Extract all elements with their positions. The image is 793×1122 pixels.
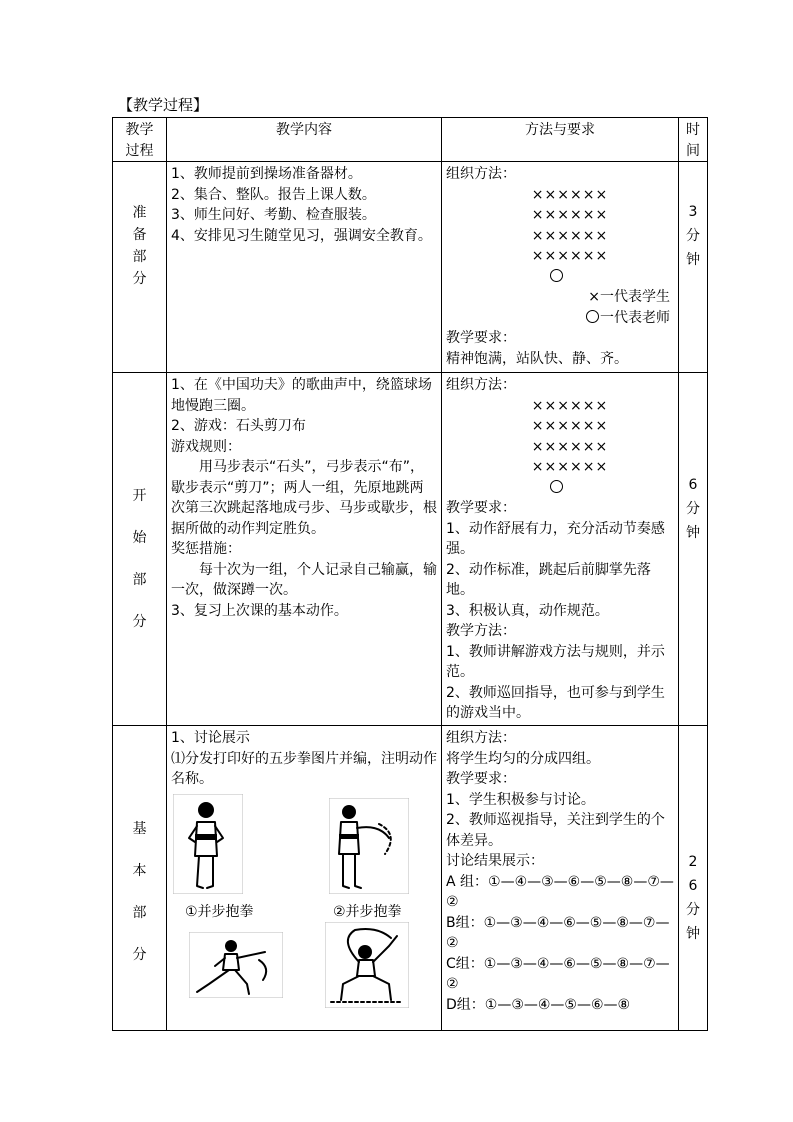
header-time: 时间 [679, 118, 708, 162]
teacher-circle-icon [550, 269, 563, 282]
formation-row: ×××××× [531, 227, 609, 244]
org-title: 组织方法： [446, 730, 516, 746]
legend-teacher: 一代表老师 [446, 308, 674, 329]
rules-title: 游戏规则： [171, 438, 241, 455]
content-item: 3、复习上次课的基本动作。 [171, 602, 348, 619]
method-start [442, 373, 679, 726]
figure-2-caption: ②并步抱拳 [333, 903, 402, 920]
teach-line: 2、教师巡回指导，也可参与到学生的游戏当中。 [446, 684, 665, 721]
req-line: 1、动作舒展有力，充分活动节奏感强。 [446, 520, 665, 557]
req-line: 2、教师巡视指导，关注到学生的个体差异。 [446, 812, 665, 849]
reward-text: 每十次为一组，个人记录自己输赢，输一次，做深蹲一次。 [171, 561, 437, 598]
result-line: B组：①—③—④—⑥—⑤—⑧—⑦—② [446, 914, 670, 951]
formation-row: ×××××× [531, 397, 609, 414]
formation-row: ×××××× [531, 186, 609, 203]
stage-preparation [113, 162, 167, 373]
figure-mabu-jiada [325, 922, 409, 1008]
result-line: C组：①—③—④—⑥—⑤—⑧—⑦—② [446, 955, 670, 992]
reward-title: 奖惩措施： [171, 541, 241, 557]
stage-basic [113, 726, 167, 1031]
row-basic [113, 726, 708, 1031]
time-preparation [679, 162, 708, 373]
legend-student: ×一代表学生 [588, 289, 670, 305]
stage-label: 开始部分 [132, 488, 147, 630]
header-process: 教学过程 [113, 118, 167, 162]
figure-1-caption: ①并步抱拳 [185, 903, 254, 920]
figure-bingbu-baoquan-2 [329, 798, 409, 894]
formation-row: ×××××× [531, 248, 609, 264]
req-title: 教学要求： [446, 771, 516, 787]
content-preparation [167, 162, 442, 373]
content-line: 4、安排见习生随堂见习，强调安全教育。 [171, 227, 432, 244]
five-step-fist-figures [171, 790, 437, 1030]
content-item: 1、在《中国功夫》的歌曲声中，绕篮球场地慢跑三圈。 [171, 377, 432, 414]
method-basic [442, 726, 679, 1031]
page-heading: 【教学过程】 [118, 96, 209, 114]
org-title: 组织方法： [446, 166, 516, 182]
org-line: 将学生均匀的分成四组。 [446, 750, 600, 767]
stage-label: 基本部分 [132, 821, 147, 963]
result-title: 讨论结果展示： [446, 853, 544, 869]
teach-line: 1、教师讲解游戏方法与规则，并示范。 [446, 643, 665, 680]
header-method: 方法与要求 [442, 118, 679, 162]
teacher-circle-icon [586, 310, 599, 323]
teach-title: 教学方法： [446, 623, 516, 639]
stage-label: 准备部分 [132, 205, 147, 287]
time-label: 26分钟 [686, 854, 700, 942]
req-title: 教学要求： [446, 330, 516, 346]
result-line: D组：①—③—④—⑤—⑥—⑧ [446, 996, 631, 1013]
time-label: 6分钟 [686, 477, 700, 541]
req-line: 精神饱满，站队快、静、齐。 [446, 350, 628, 367]
content-basic [167, 726, 442, 1031]
time-basic [679, 726, 708, 1031]
formation-row: ×××××× [531, 459, 609, 475]
content-start [167, 373, 442, 726]
teacher-circle-icon [550, 480, 563, 493]
formation-row: ×××××× [531, 418, 609, 434]
stage-start [113, 373, 167, 726]
row-preparation [113, 162, 708, 373]
rules-text: 用马步表示“石头”，弓步表示“布”，歇步表示“剪刀”；两人一组，先原地跳两次第三次跳起落地成弓步、马步或歇步，根据所做的动作判定胜负。 [171, 459, 437, 537]
req-line: 3、积极认真，动作规范。 [446, 602, 609, 619]
teacher-position [446, 478, 674, 499]
content-item: 2、游戏：石头剪刀布 [171, 418, 306, 434]
content-sub: ⑴分发打印好的五步拳图片并编，注明动作名称。 [171, 750, 437, 787]
teacher-position [446, 267, 674, 288]
figure-gongbu-chongquan [189, 932, 283, 998]
content-line: 3、师生问好、考勤、检查服装。 [171, 207, 376, 223]
method-preparation [442, 162, 679, 373]
content-line: 2、集合、整队。报告上课人数。 [171, 186, 376, 203]
lesson-process-table [112, 117, 708, 1031]
result-line: A 组：①—④—③—⑥—⑤—⑧—⑦—② [446, 873, 674, 910]
time-start [679, 373, 708, 726]
time-label: 3分钟 [686, 204, 700, 268]
req-line: 1、学生积极参与讨论。 [446, 791, 595, 808]
content-line: 1、教师提前到操场准备器材。 [171, 166, 362, 182]
formation-row: ×××××× [531, 207, 609, 223]
row-start [113, 373, 708, 726]
figure-bingbu-baoquan-1 [173, 794, 243, 894]
header-row [113, 118, 708, 162]
req-line: 2、动作标准，跳起后前脚掌先落地。 [446, 561, 651, 598]
req-title: 教学要求： [446, 500, 516, 516]
formation-row: ×××××× [531, 438, 609, 455]
header-content: 教学内容 [167, 118, 442, 162]
content-item: 1、讨论展示 [171, 730, 250, 746]
org-title: 组织方法： [446, 377, 516, 393]
